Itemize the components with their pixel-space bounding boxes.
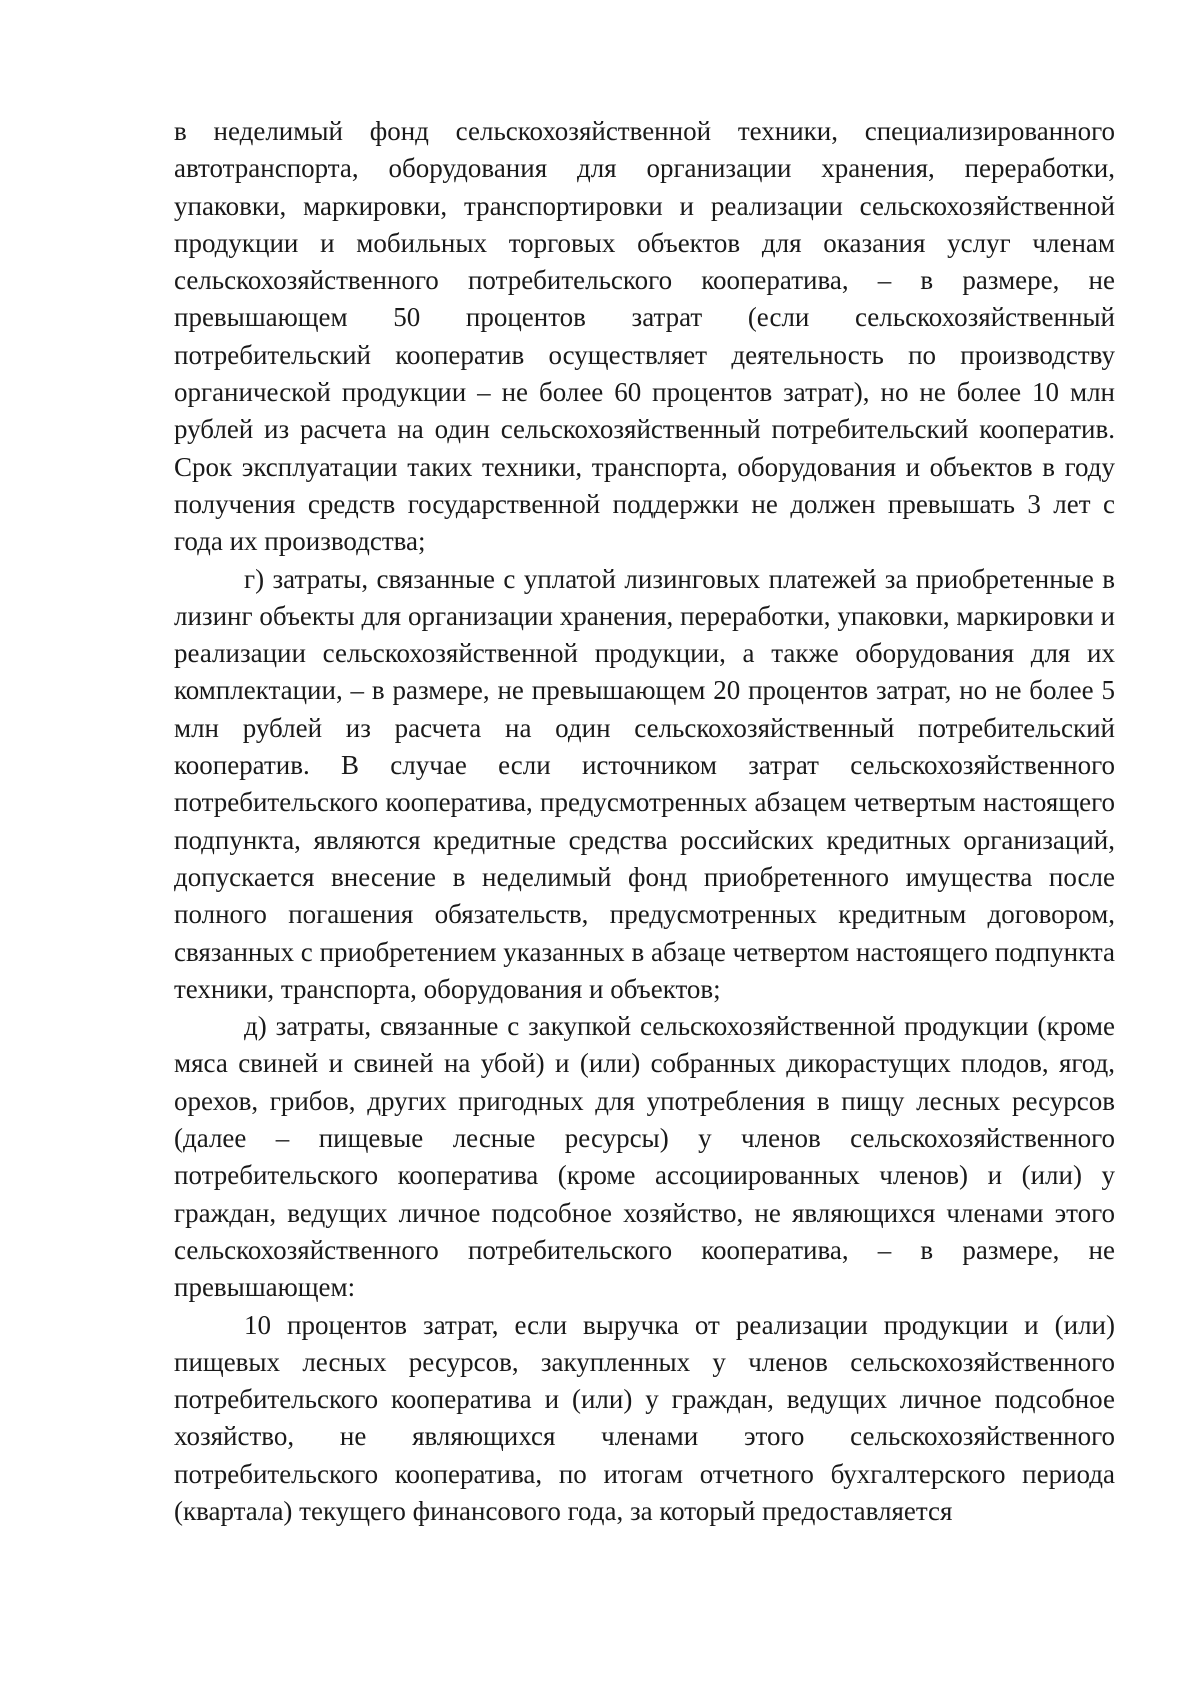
document-body: [174, 113, 1115, 1530]
paragraph-item-g: г) затраты, связанные с уплатой лизинговых платежей за приобретенные в лизинг объекты для организации хранения, переработки, упаковки, маркировки и реализации сельскохозяйственной продукции, а также оборудования для их комплектации, – в размере, не превышающем 20 процентов затрат, но не более 5 млн рублей из расчета на один сельскохозяйственный потребительский кооператив. В случае если источником затрат сельскохозяйственного потребительского кооператива, предусмотренных абзацем четвертым настоящего подпункта, являются кредитные средства российских кредитных организаций, допускается внесение в неделимый фонд приобретенного имущества после полного погашения обязательств, предусмотренных кредитным договором, связанных с приобретением указанных в абзаце четвертом настоящего подпункта техники, транспорта, оборудования и объектов;: [174, 563, 1115, 1004]
paragraph-item-d: д) затраты, связанные с закупкой сельскохозяйственной продукции (кроме мяса свиней и свиней на убой) и (или) собранных дикорастущих плодов, ягод, орехов, грибов, других пригодных для употребления в пищу лесных ресурсов (далее – пищевые лесные ресурсы) у членов сельскохозяйственного потребительского кооператива (кроме ассоциированных членов) и (или) у граждан, ведущих личное подсобное хозяйство, не являющихся членами этого сельскохозяйственного потребительского кооператива, – в размере, не превышающем:: [174, 1011, 1115, 1303]
paragraph-continuation: в неделимый фонд сельскохозяйственной техники, специализированного автотранспорта, оборудования для организации хранения, переработки, упаковки, маркировки, транспортировки и реализации сельскохозяйственной продукции и мобильных торговых объектов для оказания услуг членам сельскохозяйственного потребительского кооператива, – в размере, не превышающем 50 процентов затрат (если сельскохозяйственный потребительский кооператив осуществляет деятельность по производству органической продукции – не более 60 процентов затрат), но не более 10 млн рублей из расчета на один сельскохозяйственный потребительский кооператив. Срок эксплуатации таких техники, транспорта, оборудования и объектов в году получения средств государственной поддержки не должен превышать 3 лет с года их производства;: [174, 116, 1115, 557]
paragraph-ten-percent: 10 процентов затрат, если выручка от реализации продукции и (или) пищевых лесных ресурсов, закупленных у членов сельскохозяйственного потребительского кооператива и (или) у граждан, ведущих личное подсобное хозяйство, не являющихся членами этого сельскохозяйственного потребительского кооператива, по итогам отчетного бухгалтерского периода (квартала) текущего финансового года, за который предоставляется: [174, 1309, 1115, 1526]
